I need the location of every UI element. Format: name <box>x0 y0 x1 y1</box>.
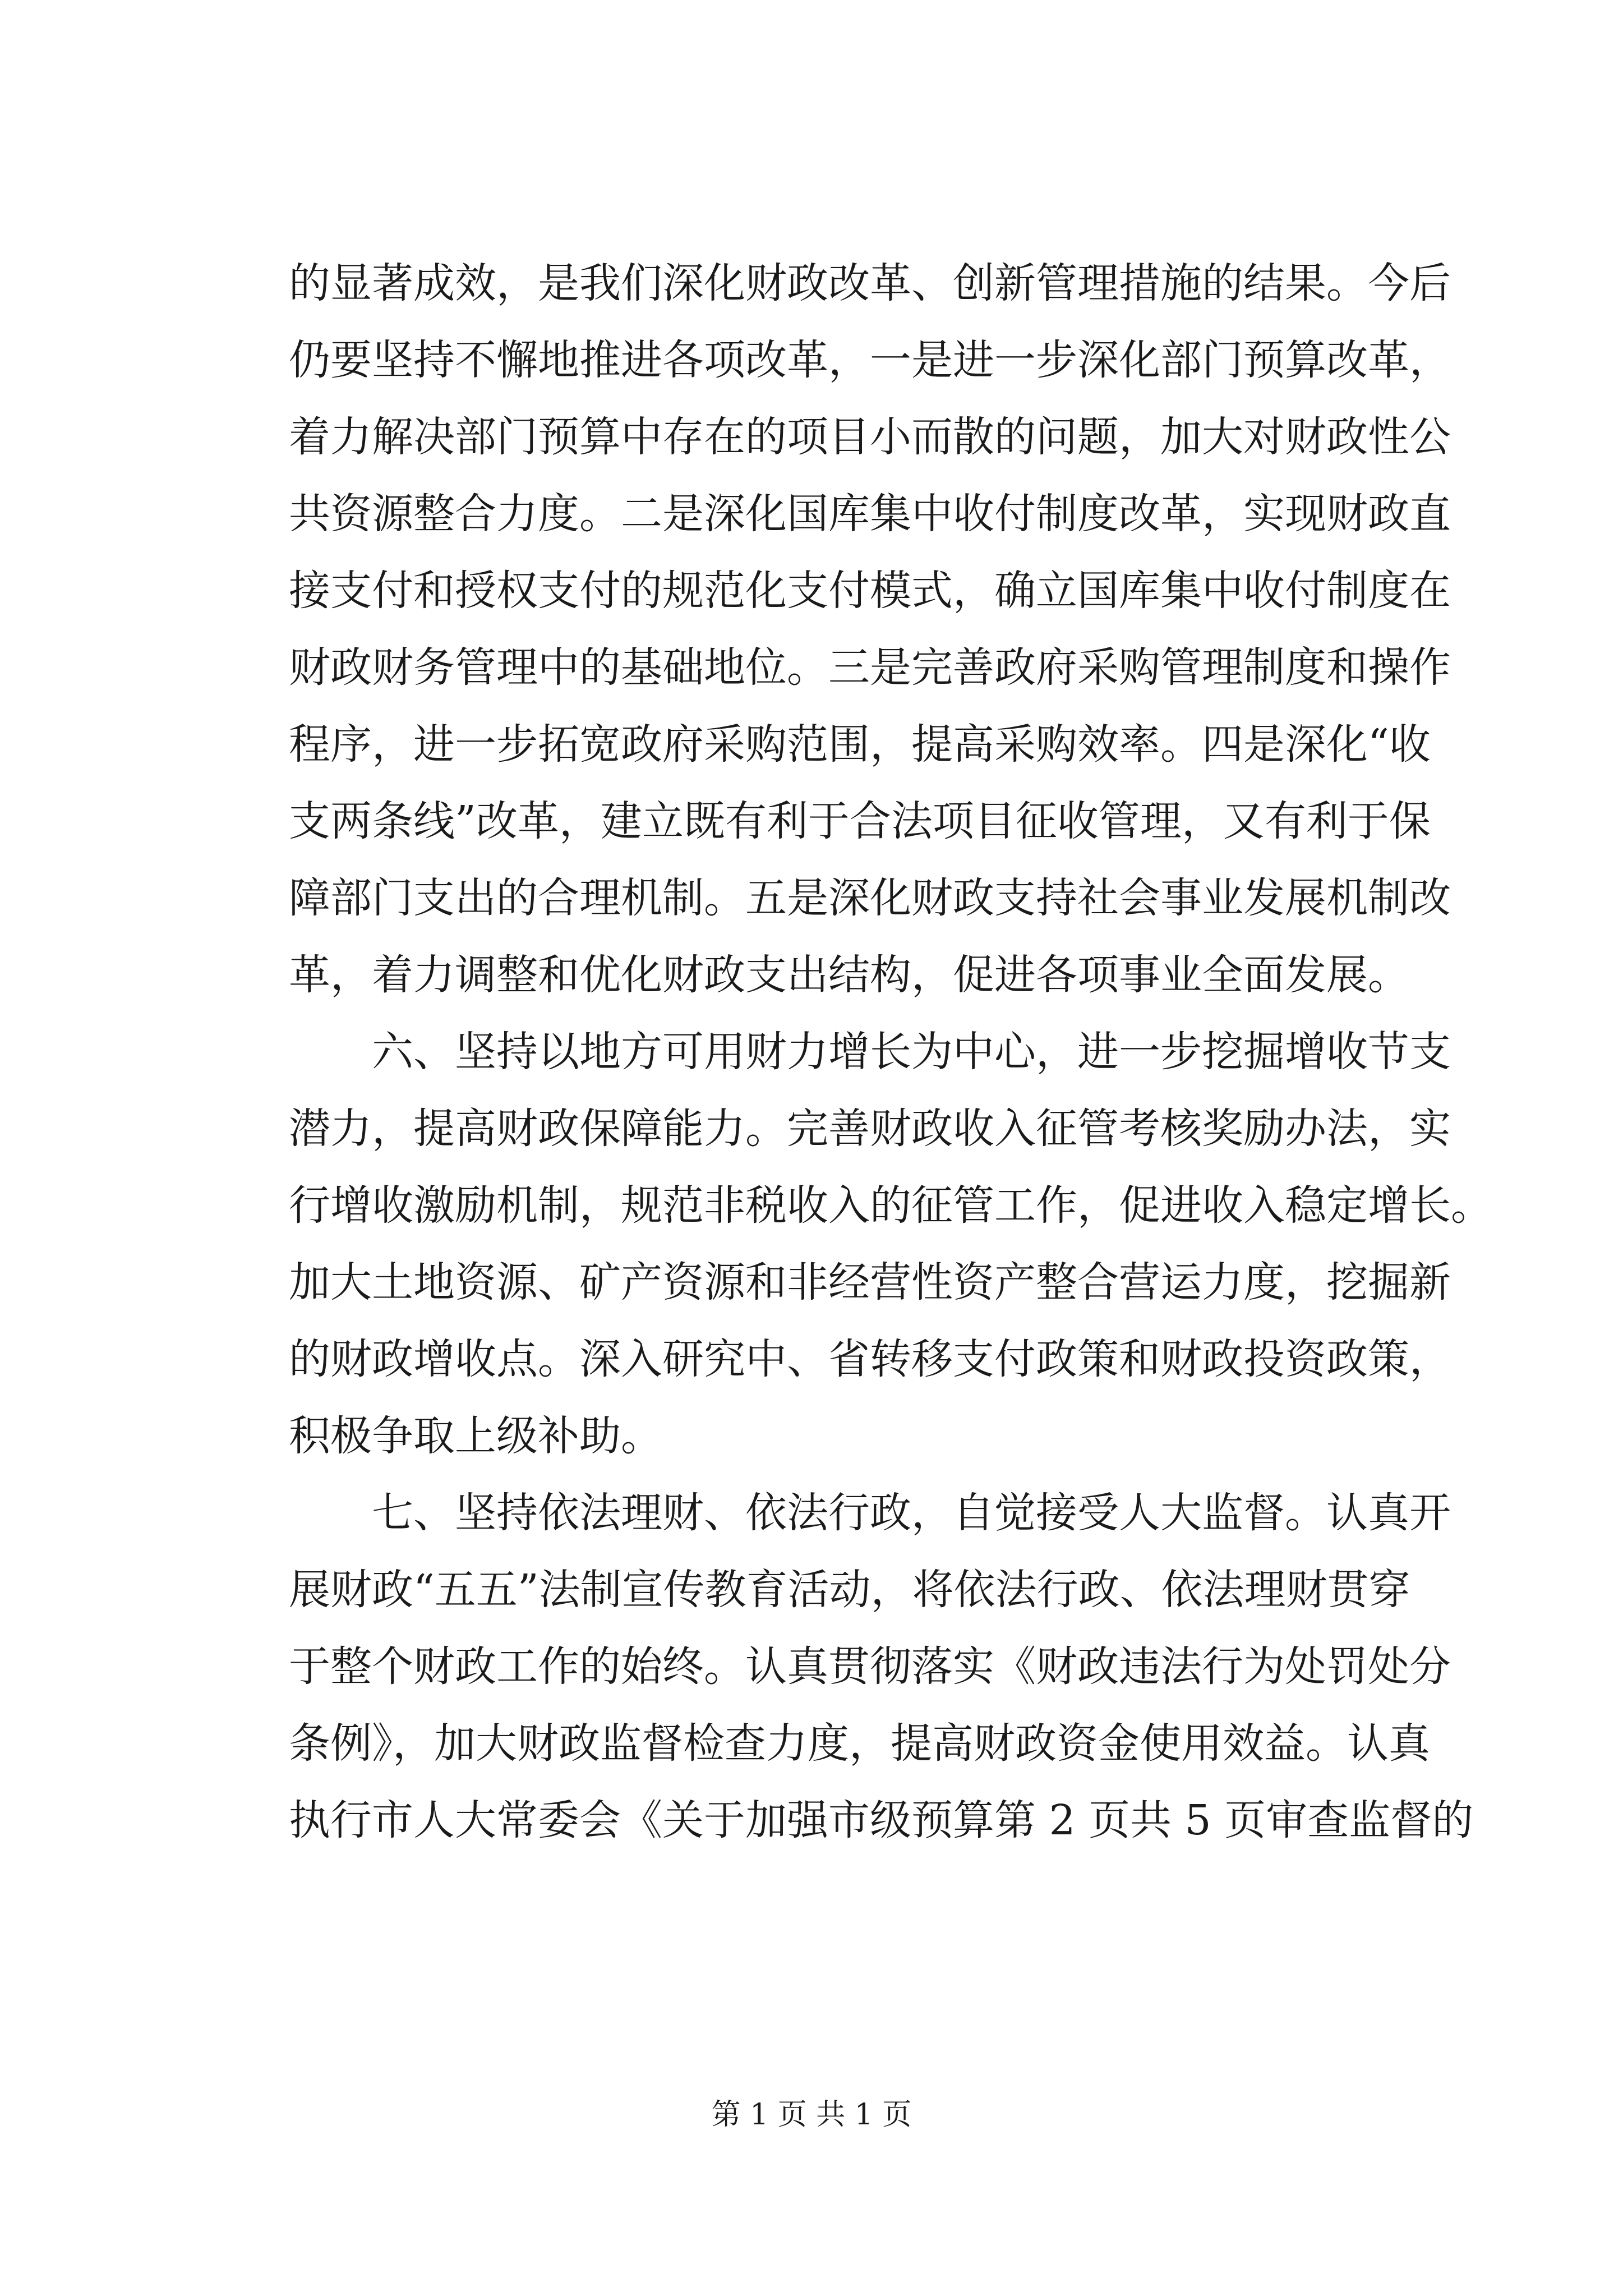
text-line: 共资源整合力度。二是深化国库集中收付制度改革，实现财政直 <box>289 490 1451 538</box>
text-line: 支两条线”改革，建立既有利于合法项目征收管理，又有利于保 <box>289 797 1431 845</box>
text-line: 的财政增收点。深入研究中、省转移支付政策和财政投资政策， <box>289 1335 1451 1383</box>
paragraph-start-line: 七、坚持依法理财、依法行政，自觉接受人大监督。认真开 <box>289 1489 1451 1537</box>
text-line: 执行市人大常委会《关于加强市级预算第 2 页共 5 页审查监督的 <box>289 1796 1474 1844</box>
page-number-footer: 第 1 页 共 1 页 <box>711 2098 912 2132</box>
text-line: 加大土地资源、矿产资源和非经营性资产整合营运力度，挖掘新 <box>289 1258 1451 1306</box>
text-line: 障部门支出的合理机制。五是深化财政支持社会事业发展机制改 <box>289 874 1451 922</box>
text-line: 条例》，加大财政监督检查力度，提高财政资金使用效益。认真 <box>289 1719 1430 1768</box>
text-line: 的显著成效，是我们深化财政改革、创新管理措施的结果。今后 <box>289 259 1451 307</box>
text-line: 行增收激励机制，规范非税收入的征管工作，促进收入稳定增长。 <box>289 1181 1492 1230</box>
text-line: 接支付和授权支付的规范化支付模式，确立国库集中收付制度在 <box>289 567 1451 615</box>
text-line: 于整个财政工作的始终。认真贯彻落实《财政违法行为处罚处分 <box>289 1642 1451 1691</box>
text-line: 展财政“五五”法制宣传教育活动，将依法行政、依法理财贯穿 <box>289 1566 1410 1614</box>
text-line: 着力解决部门预算中存在的项目小而散的问题，加大对财政性公 <box>289 413 1451 461</box>
text-line: 积极争取上级补助。 <box>289 1412 662 1460</box>
text-line: 潜力，提高财政保障能力。完善财政收入征管考核奖励办法，实 <box>289 1105 1451 1153</box>
text-line: 革，着力调整和优化财政支出结构，促进各项事业全面发展。 <box>289 951 1409 999</box>
paragraph-start-line: 六、坚持以地方可用财力增长为中心，进一步挖掘增收节支 <box>289 1028 1451 1076</box>
text-line: 程序，进一步拓宽政府采购范围，提高采购效率。四是深化“收 <box>289 720 1431 769</box>
text-line: 仍要坚持不懈地推进各项改革，一是进一步深化部门预算改革， <box>289 336 1451 384</box>
text-line: 财政财务管理中的基础地位。三是完善政府采购管理制度和操作 <box>289 643 1451 692</box>
